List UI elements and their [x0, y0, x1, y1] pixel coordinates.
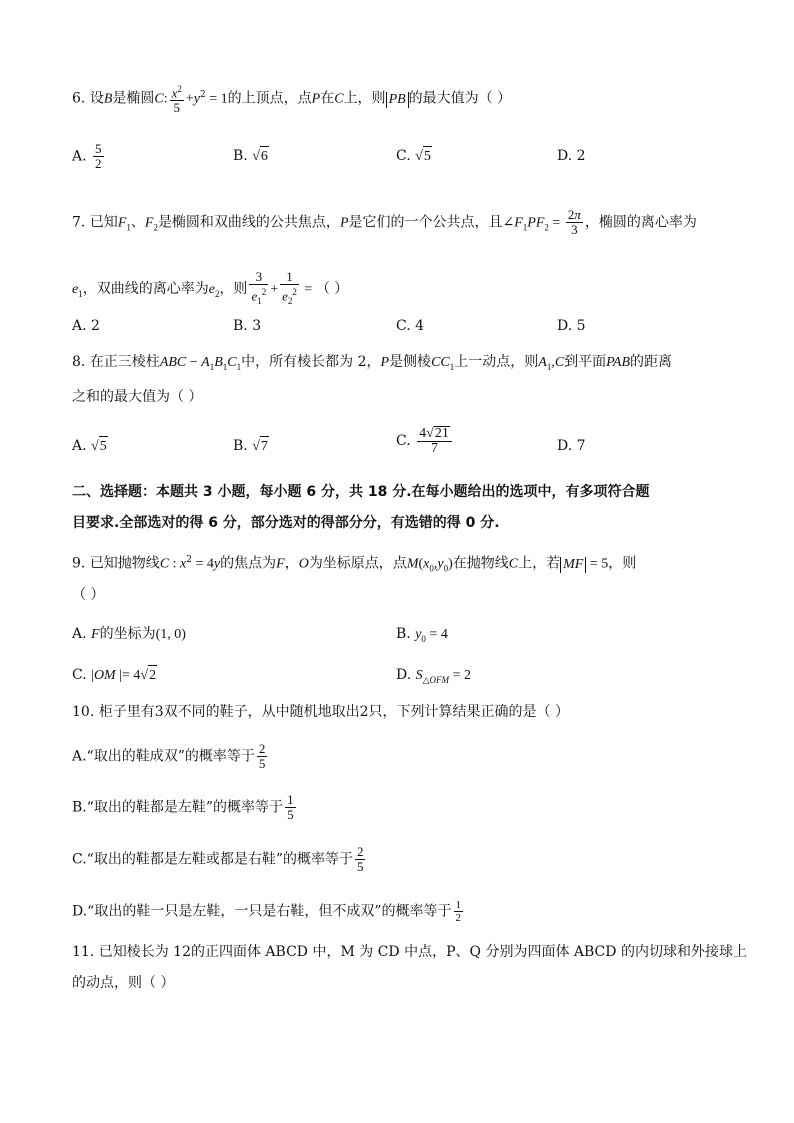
- math-ellipse-eq: C: [154, 91, 164, 107]
- q7-text-7: ，则: [219, 280, 248, 297]
- q9-text-1: 已知抛物线: [89, 555, 160, 572]
- q11-stem: [72, 942, 747, 962]
- q7-stem: 7. 已知$F_1$、$F_2$是椭圆和双曲线的公共焦点，P是它们的一个公共点，且$\angle F_1PF_2$ = $\frac{2\pi}{3}$ ，椭圆的离心率为: [72, 207, 697, 237]
- q8-option-a: A. √5: [72, 436, 108, 457]
- q6-option-b: B. √6: [233, 146, 269, 167]
- q9-text-5: 在抛物线: [452, 555, 509, 572]
- q6-stem: 6. 设B是椭圆C: $\frac{x^2}{5}$ $+y^2 = 1$的上顶点，点P在C上，则 PB 的最大值为（ ）: [72, 84, 512, 116]
- q9-option-b: B. $y_0 = 4$: [396, 626, 448, 644]
- q7-stem-2: $e_1$，双曲线的离心率为$e_2$，则 $\frac{3}{e_1^2}$ + $\frac{1}{e_2^2}$ = （ ）: [72, 269, 349, 306]
- q7-text-6: ，双曲线的离心率为: [82, 280, 209, 297]
- math-frac-x2-5: $\frac{x^2}{5}$: [171, 84, 182, 116]
- q6-text-4: 在: [320, 90, 335, 107]
- q7-text-1: 已知: [89, 214, 118, 231]
- q7-option-b: B. 3: [233, 318, 262, 334]
- q8-text-5: 到平面: [564, 354, 607, 370]
- q6-option-a: A. $\frac{5}{2}$: [72, 141, 102, 171]
- q9-text-2: 的焦点为: [220, 555, 277, 572]
- math-abs-PB: PB: [386, 92, 409, 108]
- q9-text-7: ，则: [608, 555, 637, 572]
- q10-number: 10.: [72, 704, 95, 720]
- q9-stem-2: （ ）: [72, 587, 105, 603]
- q6-text-2: 是椭圆: [112, 90, 155, 107]
- q8-text-1: 在正三棱柱: [89, 354, 160, 370]
- q8-option-b: B. √7: [233, 436, 269, 457]
- q8-stem-2: 之和的最大值为（ ）: [72, 389, 203, 405]
- q10-option-c: C.“取出的鞋都是左鞋或都是右鞋”的概率等于 $\frac{2}{5}$: [72, 844, 364, 874]
- q8-number: 8.: [72, 354, 86, 370]
- q10-text: 柜子里有3双不同的鞋子，从中随机地取出2只，下列计算结果正确的是（ ）: [98, 704, 569, 720]
- q9-option-c: C. |OM |= 4√2: [72, 665, 157, 686]
- q8-option-c: C. $\frac{4√21}{7}$: [396, 426, 454, 456]
- section-2-heading-1: 二、选择题：本题共 3 小题，每小题 6 分，共 18 分.在每小题给出的选项中，有多项符合题: [72, 484, 650, 500]
- q10-option-b: B.“取出的鞋都是左鞋”的概率等于 $\frac{1}{5}$: [72, 792, 294, 822]
- q9-number: 9.: [72, 555, 86, 572]
- q9-text-6: 上，若: [518, 555, 561, 572]
- q6-text-1: 设: [89, 90, 104, 107]
- q8-text-4: 上一动点，则: [454, 354, 539, 370]
- q11-number: 11.: [72, 944, 95, 960]
- math-B: B: [103, 91, 113, 107]
- q8-option-d: D. 7: [557, 438, 586, 454]
- q7-text-2: 、: [130, 214, 145, 231]
- q7-option-a: A. 2: [72, 318, 100, 334]
- q11-text-1: 已知棱长为 12的正四面体 ABCD 中，M 为 CD 中点，P、Q 分别为四面体 ABCD 的内切球和外接球上: [98, 944, 747, 960]
- q9-stem: 9. 已知抛物线C : $x^2 = 4y$的焦点为F，O为坐标原点，点$M(x_0,y_0)$在抛物线C上，若 MF = 5，则: [72, 555, 637, 574]
- q8-text-6: 的距离: [630, 354, 673, 370]
- q10-option-a: A.“取出的鞋成双”的概率等于 $\frac{2}{5}$: [72, 741, 266, 771]
- q10-stem: [72, 702, 569, 722]
- q7-number: 7.: [72, 214, 86, 231]
- q9-text-3: ，: [284, 555, 299, 572]
- math-frac-2pi-3: $\frac{2\pi}{3}$: [567, 207, 581, 237]
- q6-text-6: 的最大值为（ ）: [408, 90, 512, 107]
- q6-text-5: 上，则: [343, 90, 386, 107]
- q8-text-2: 中，所有棱长都为 2，: [241, 354, 381, 370]
- q8-stem: 8. 在正三棱柱ABC − $A_1B_1C_1$中，所有棱长都为 2，P是侧棱$CC_1$上一动点，则$A_1,C$到平面PAB的距离: [72, 354, 673, 372]
- q7-option-d: D. 5: [557, 318, 586, 334]
- q7-text-3: 是椭圆和双曲线的公共焦点，: [157, 214, 340, 231]
- q7-text-8: （ ）: [315, 280, 349, 297]
- section-2-heading-2: 目要求.全部选对的得 6 分，部分选对的得部分分，有选错的得 0 分.: [72, 515, 500, 531]
- q6-option-c: C. √5: [396, 146, 432, 167]
- q11-stem-2: 的动点，则（ ）: [72, 975, 175, 991]
- q9-option-d: D. $S_{\triangle OFM} = 2$: [396, 667, 471, 685]
- q9-text-4: 为坐标原点，点: [308, 555, 407, 572]
- q9-option-a: A. F的坐标为(1, 0): [72, 626, 186, 642]
- q7-text-5: ，椭圆的离心率为: [584, 214, 697, 231]
- q7-text-4: 是它们的一个公共点，且: [348, 214, 503, 231]
- q6-text-3: 的上顶点，点: [227, 90, 312, 107]
- q6-number: 6.: [72, 90, 86, 107]
- q10-option-d: D.“取出的鞋一只是左鞋，一只是右鞋，但不成双”的概率等于 $\frac{1}{2}$: [72, 899, 461, 924]
- q7-option-c: C. 4: [396, 318, 425, 334]
- q6-option-d: D. 2: [557, 148, 586, 164]
- q8-text-3: 是侧棱: [389, 354, 432, 370]
